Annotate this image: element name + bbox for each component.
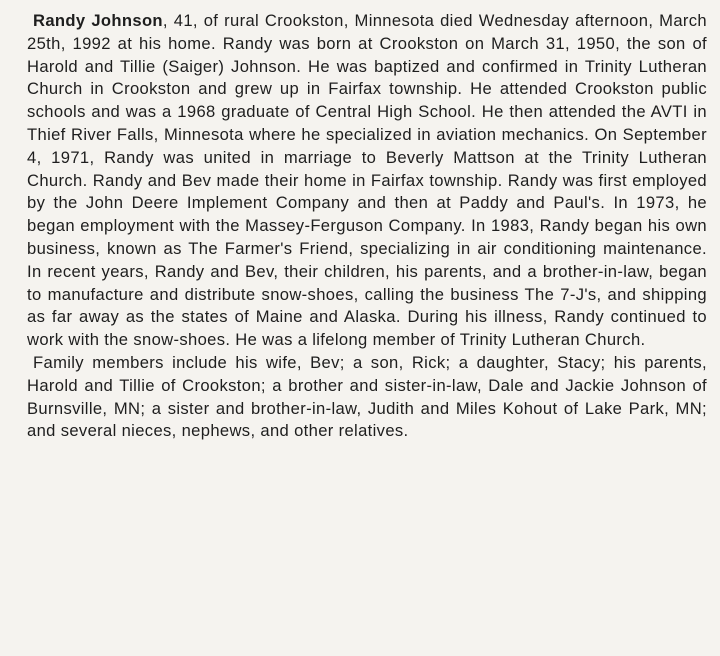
deceased-name: Randy Johnson — [33, 11, 163, 30]
paragraph-1-body: , 41, of rural Crookston, Minnesota died Wednesday afternoon, March 25th, 1992 at his home. Randy was born at Crookston on March 31, 1950, the son of Harold and Tillie (Saiger) Johnson. He was baptized and confirmed in Trinity Lutheran Church in Crookston and grew up in Fairfax township. He attended Crookston public schools and was a 1968 graduate of Central High School. He then attended the AVTI in Thief River Falls, Minnesota where he specialized in aviation mechanics. On September 4, 1971, Randy was united in marriage to Beverly Mattson at the Trinity Lutheran Church. Randy and Bev made their home in Fairfax township. Randy was first employed by the John Deere Implement Company and then at Paddy and Paul's. In 1973, he began employment with the Massey-Ferguson Company. In 1983, Randy began his own business, known as The Farmer's Friend, specializing in air conditioning maintenance. In recent years, Randy and Bev, their children, his parents, and a brother-in-law, began to manufacture and distribute snow-shoes, calling the business The 7-J's, and shipping as far away as the states of Maine and Alaska. During his illness, Randy continued to work with the snow-shoes. He was a lifelong member of Trinity Lutheran Church. — [27, 11, 708, 350]
obituary-text — [27, 10, 707, 443]
obituary-paragraph-1 — [27, 10, 707, 352]
obituary-paragraph-2: Family members include his wife, Bev; a son, Rick; a daughter, Stacy; his parents, Harold and Tillie of Crookston; a brother and sister-in-law, Dale and Jackie Johnson of Burnsville, MN; a sister and brother-in-law, Judith and Miles Kohout of Lake Park, MN; and several nieces, nephews, and other relatives. — [27, 352, 707, 441]
